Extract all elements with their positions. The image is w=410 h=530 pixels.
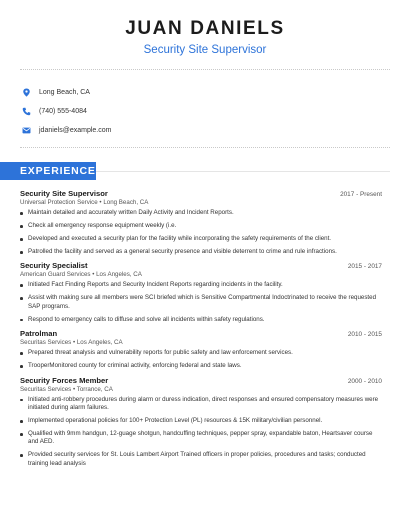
job-entry xyxy=(20,329,382,370)
job-bullets xyxy=(20,281,382,324)
experience-heading-line xyxy=(96,171,390,172)
email-icon xyxy=(22,126,31,135)
job-bullet: Initiated anti-robbery procedures during alarm or duress indication, direct responses and ensured compensatory measures were initiated during alarm failures. xyxy=(20,396,382,413)
job-bullet: Maintain detailed and accurately written Daily Activity and Incident Reports. xyxy=(20,209,382,217)
job-bullet: Implemented operational policies for 100+ Protection Level (PL) resources & 15K military/civilian personnel. xyxy=(20,417,382,425)
contact-location xyxy=(22,83,111,101)
candidate-title: Security Site Supervisor xyxy=(143,44,267,56)
job-entry xyxy=(20,189,382,256)
contact-email[interactable] xyxy=(22,121,111,139)
job-bullet: TrooperMonitored county for criminal activity, enforcing federal and state laws. xyxy=(20,362,382,370)
job-company: Universal Protection Service • Long Beach, CA xyxy=(20,199,149,206)
job-entry xyxy=(20,376,382,469)
job-bullet: Qualified with 9mm handgun, 12-guage shotgun, handcuffing techniques, pepper spray, expandable baton, Heartsaver course and AED. xyxy=(20,430,382,447)
job-title: Security Forces Member xyxy=(20,375,109,385)
contact-location-text: Long Beach, CA xyxy=(39,88,90,96)
job-company: Securitas Services • Torrance, CA xyxy=(20,385,113,393)
job-bullet: Assist with making sure all members were SCI briefed which is Sensitive Compartmental Indoctrinated to receive the requested SAP programs. xyxy=(20,294,382,311)
location-pin-icon xyxy=(22,88,31,97)
job-bullet: Prepared threat analysis and vulnerability reports for public safety and law enforcement services. xyxy=(20,349,382,357)
contact-block xyxy=(22,83,111,140)
job-company: Securitas Services • Los Angeles, CA xyxy=(20,339,123,347)
job-bullet: Patrolled the facility and served as a general security presence and visible deterrent to crime and rule infractions. xyxy=(20,248,382,256)
job-title: Security Specialist xyxy=(20,261,88,271)
resume-header xyxy=(0,0,410,57)
contact-email-text[interactable]: jdaniels@example.com xyxy=(39,126,112,134)
job-dates: 2010 - 2015 xyxy=(347,331,382,339)
job-dates: 2000 - 2010 xyxy=(347,377,382,385)
job-title: Patrolman xyxy=(20,329,58,339)
job-dates: 2017 - Present xyxy=(340,191,382,198)
header-divider xyxy=(20,69,390,70)
job-company: American Guard Services • Los Angeles, CA xyxy=(20,271,142,279)
job-bullet: Initiated Fact Finding Reports and Security Incident Reports regarding incidents in the facility. xyxy=(20,281,382,289)
job-bullet: Provided security services for St. Louis Lambert Airport Trained officers in proper policies, procedures and tasks; conducted training lead analysis xyxy=(20,451,382,468)
contact-divider xyxy=(20,147,390,148)
candidate-name: JUAN DANIELS xyxy=(125,18,285,39)
job-title: Security Site Supervisor xyxy=(20,189,108,198)
job-bullets xyxy=(20,209,382,256)
job-dates: 2015 - 2017 xyxy=(347,263,382,271)
contact-phone xyxy=(22,102,111,120)
job-bullets xyxy=(20,396,382,469)
job-bullet: Developed and executed a security plan for the facility while incorporating the safety requirements of the client. xyxy=(20,235,382,243)
job-bullets xyxy=(20,349,382,370)
experience-heading: EXPERIENCE xyxy=(0,162,96,180)
phone-icon xyxy=(22,107,31,116)
experience-list xyxy=(20,189,382,473)
job-bullet: Respond to emergency calls to diffuse and solve all incidents within safety regulations. xyxy=(20,316,382,324)
contact-phone-text: (740) 555-4084 xyxy=(39,107,87,115)
job-bullet: Check all emergency response equipment weekly (i.e. xyxy=(20,222,382,230)
job-entry xyxy=(20,261,382,324)
